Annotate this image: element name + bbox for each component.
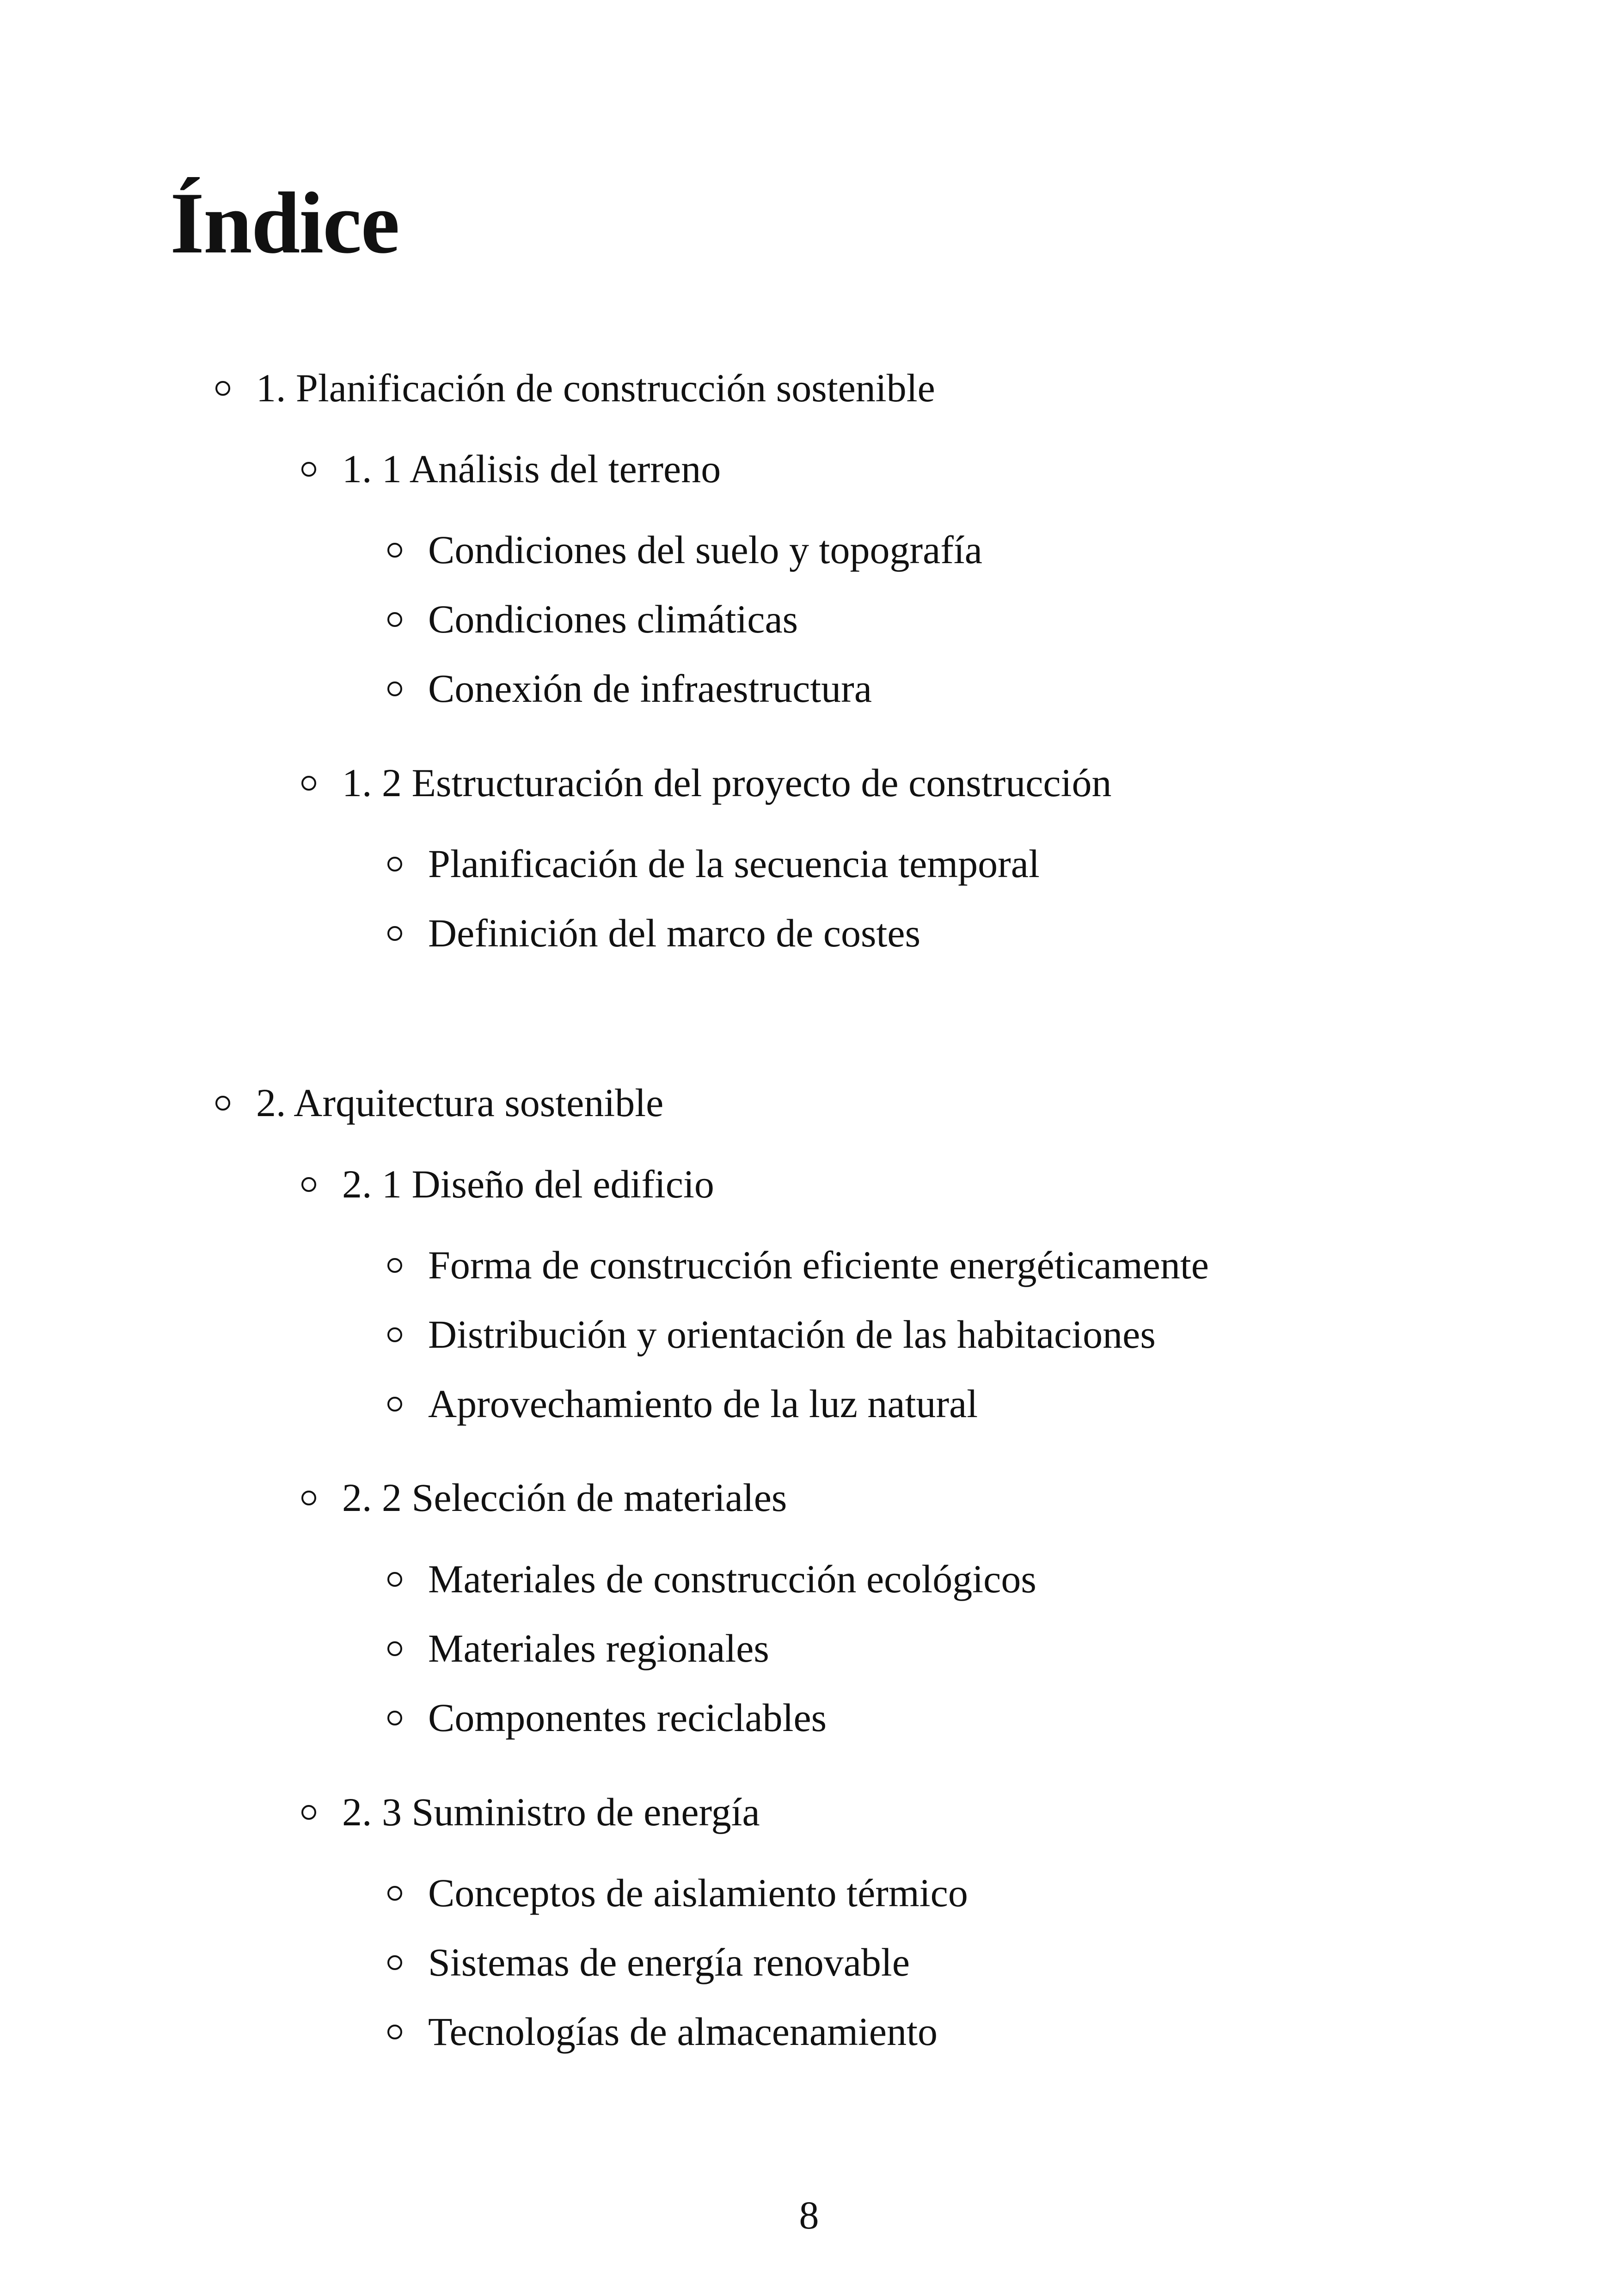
circle-bullet-icon bbox=[387, 926, 402, 941]
circle-bullet-icon bbox=[301, 776, 316, 791]
toc-item-label: Componentes reciclables bbox=[428, 1695, 827, 1740]
toc-item-label: Planificación de la secuencia temporal bbox=[428, 841, 1040, 886]
toc-subsection-label: 2. 1 Diseño del edificio bbox=[342, 1162, 714, 1206]
toc-section-label: 2. Arquitectura sostenible bbox=[256, 1080, 664, 1125]
toc-section-label: 1. Planificación de construcción sostenible bbox=[256, 366, 935, 410]
toc-item-label: Forma de construcción eficiente energéticamente bbox=[428, 1243, 1209, 1287]
circle-bullet-icon bbox=[301, 1805, 316, 1820]
toc-item-label: Materiales regionales bbox=[428, 1626, 769, 1670]
toc-item-label: Sistemas de energía renovable bbox=[428, 1940, 910, 1984]
circle-bullet-icon bbox=[301, 462, 316, 477]
toc-item-label: Tecnologías de almacenamiento bbox=[428, 2009, 938, 2054]
circle-bullet-icon bbox=[301, 1177, 316, 1192]
toc-item-label: Conexión de infraestructura bbox=[428, 666, 872, 711]
circle-bullet-icon bbox=[387, 1711, 402, 1725]
circle-bullet-icon bbox=[387, 681, 402, 696]
page-number: 8 bbox=[799, 2193, 819, 2237]
circle-bullet-icon bbox=[301, 1491, 316, 1505]
toc-item-label: Definición del marco de costes bbox=[428, 911, 921, 955]
circle-bullet-icon bbox=[387, 1886, 402, 1901]
toc-subsection-label: 1. 2 Estructuración del proyecto de construcción bbox=[342, 761, 1112, 805]
toc-subsection-label: 2. 3 Suministro de energía bbox=[342, 1790, 760, 1834]
toc-item-label: Distribución y orientación de las habitaciones bbox=[428, 1312, 1156, 1357]
toc-subsection-label: 1. 1 Análisis del terreno bbox=[342, 447, 721, 491]
circle-bullet-icon bbox=[387, 1641, 402, 1656]
circle-bullet-icon bbox=[387, 1955, 402, 1970]
circle-bullet-icon bbox=[387, 612, 402, 627]
page-title: Índice bbox=[170, 175, 399, 272]
toc-item-label: Materiales de construcción ecológicos bbox=[428, 1557, 1036, 1601]
toc-item-label: Condiciones climáticas bbox=[428, 597, 798, 641]
circle-bullet-icon bbox=[215, 1096, 230, 1111]
toc-item-label: Conceptos de aislamiento térmico bbox=[428, 1871, 968, 1915]
toc-item-label: Aprovechamiento de la luz natural bbox=[428, 1381, 978, 1426]
circle-bullet-icon bbox=[387, 2025, 402, 2039]
circle-bullet-icon bbox=[387, 1572, 402, 1587]
toc-subsection-label: 2. 2 Selección de materiales bbox=[342, 1475, 787, 1520]
circle-bullet-icon bbox=[215, 381, 230, 396]
circle-bullet-icon bbox=[387, 1258, 402, 1273]
circle-bullet-icon bbox=[387, 1327, 402, 1342]
circle-bullet-icon bbox=[387, 1397, 402, 1412]
toc-item-label: Condiciones del suelo y topografía bbox=[428, 528, 982, 572]
circle-bullet-icon bbox=[387, 857, 402, 872]
circle-bullet-icon bbox=[387, 543, 402, 558]
